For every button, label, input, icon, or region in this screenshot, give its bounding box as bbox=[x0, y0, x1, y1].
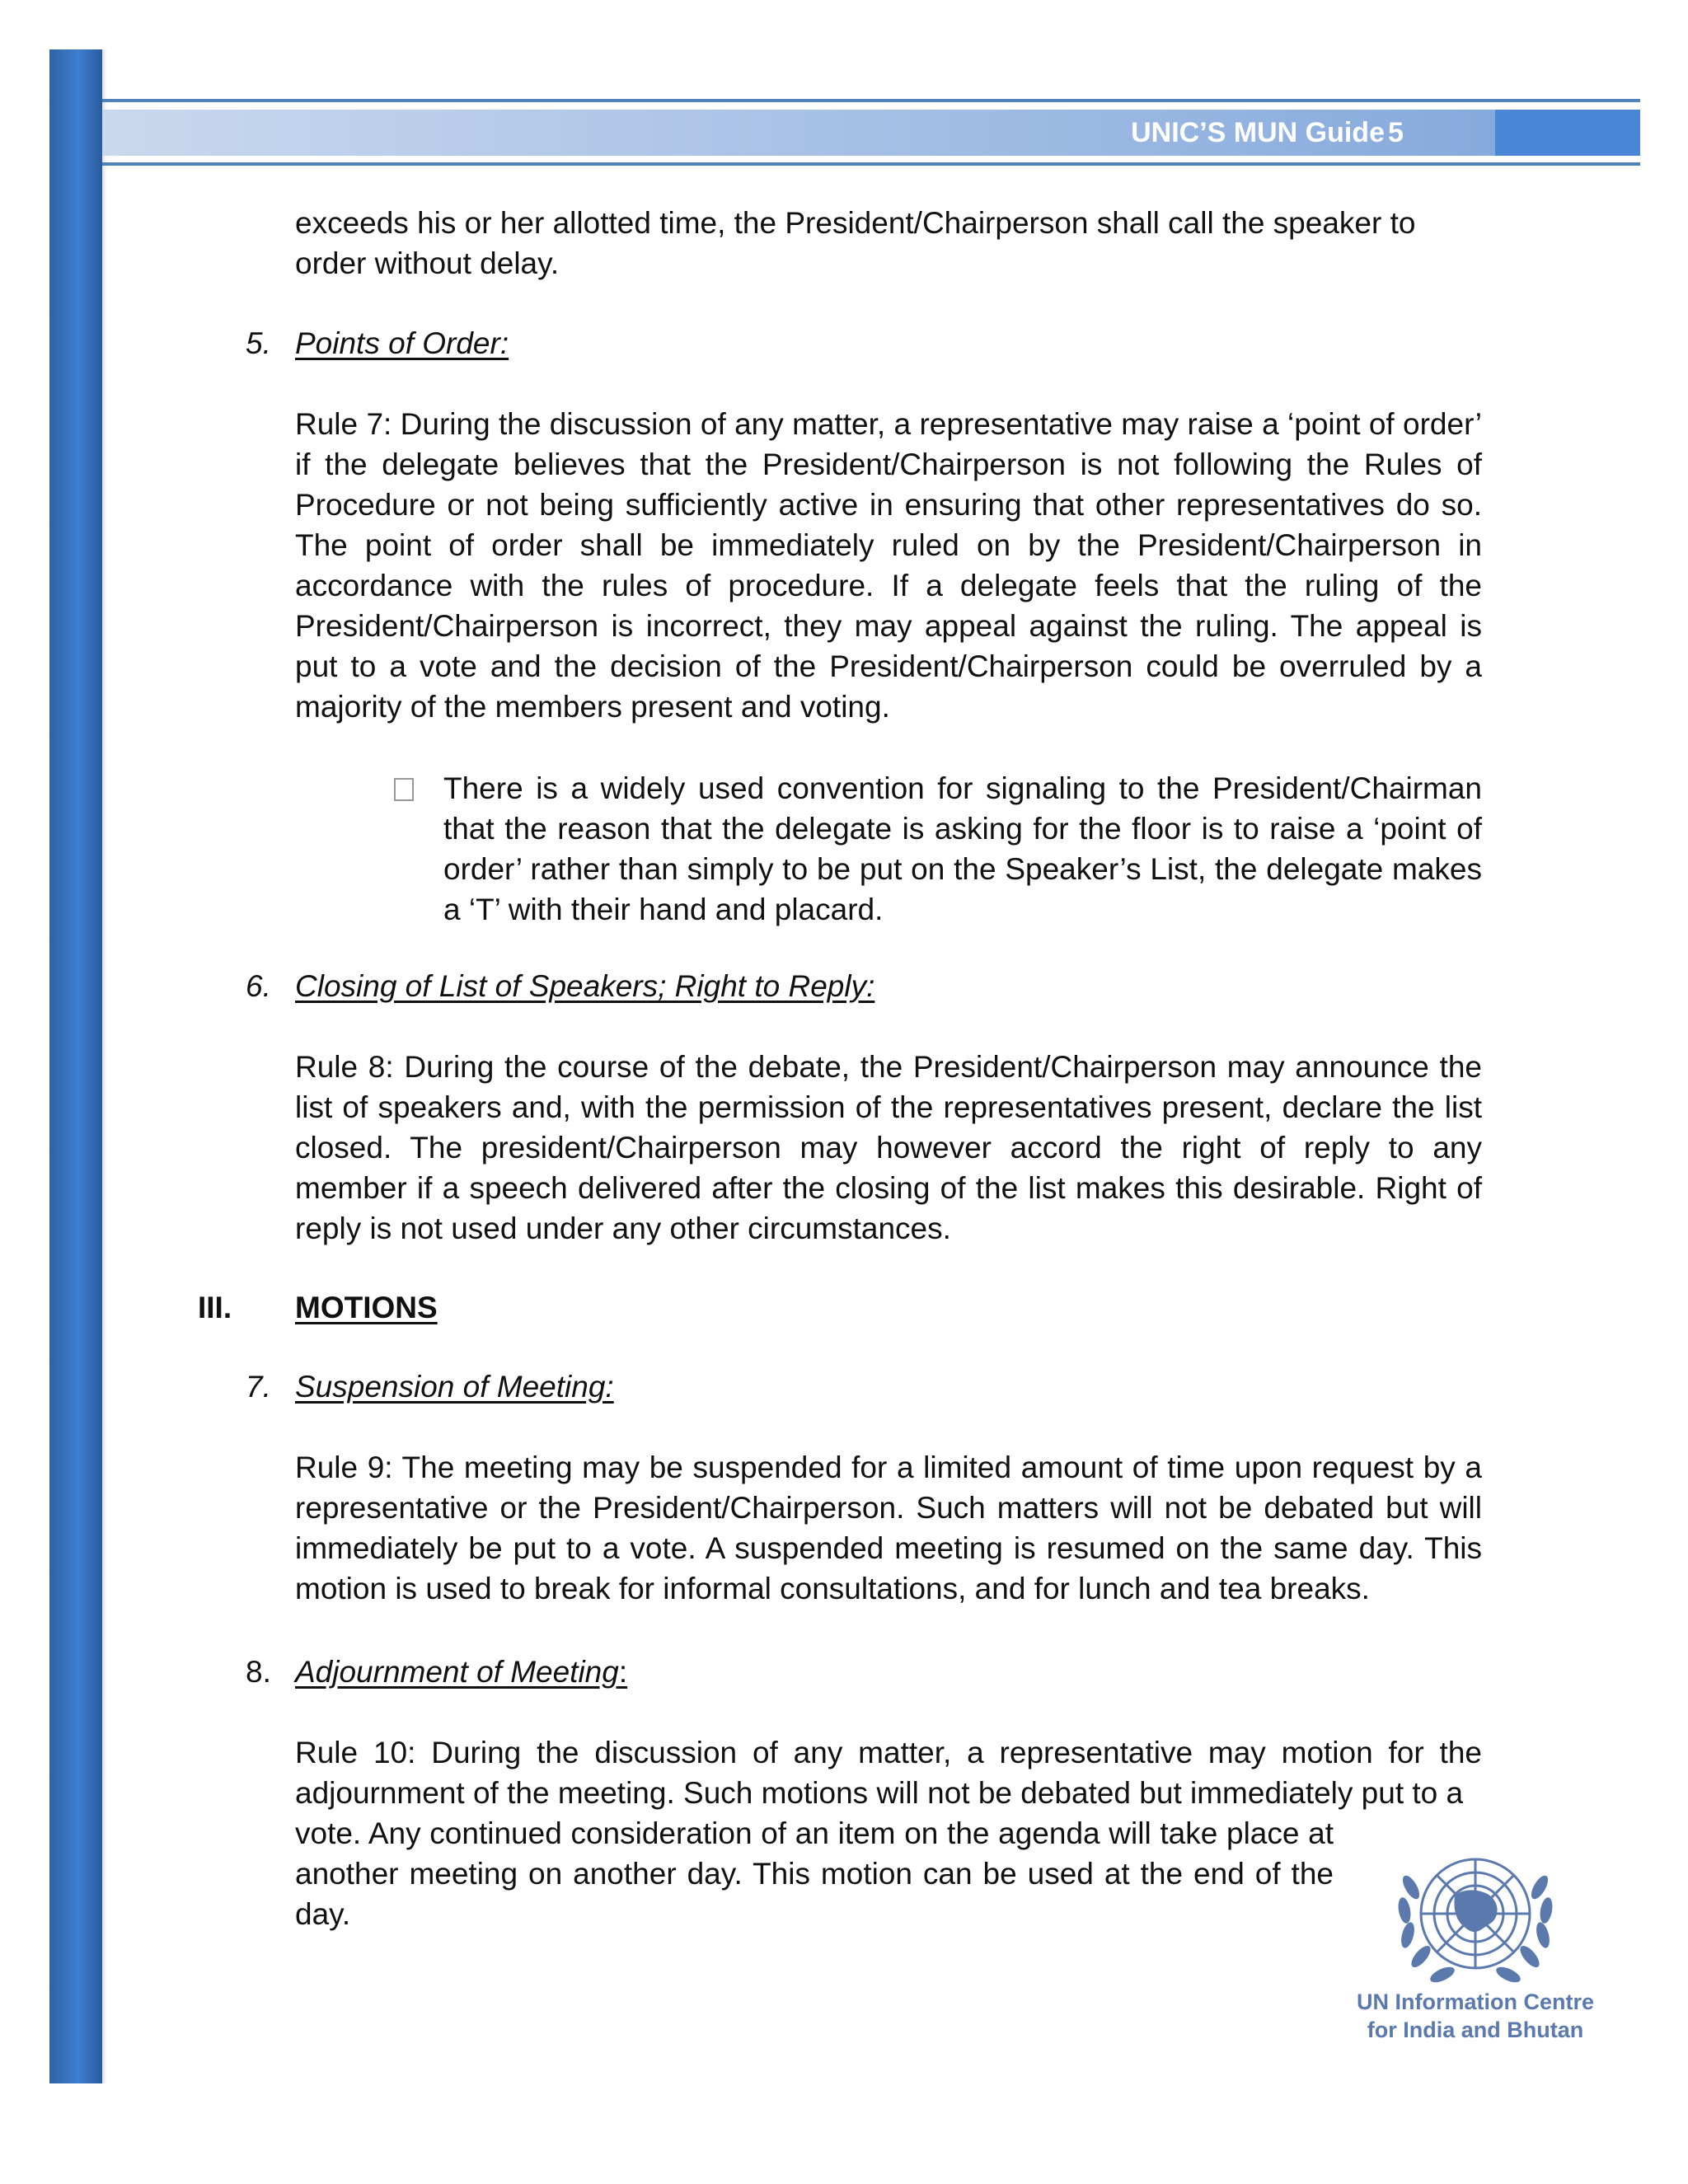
item-7-number: 7. bbox=[246, 1370, 271, 1404]
document-title: UNIC’S MUN Guide bbox=[1131, 117, 1385, 148]
item-6-heading: Closing of List of Speakers; Right to Reply: bbox=[295, 969, 875, 1003]
bullet-box-icon bbox=[394, 778, 414, 801]
sidebar-accent-bar bbox=[49, 49, 102, 2083]
rule-10-text-part2: vote. Any continued consideration of an item on the agenda will take place at another meeting on another day. This motion can be used at the end of the day. bbox=[295, 1816, 1334, 1931]
item-8-heading: Adjournment of Meeting bbox=[295, 1655, 619, 1689]
intro-continuation-text: exceeds his or her allotted time, the President/Chairperson shall call the speaker to order without delay. bbox=[295, 206, 1416, 280]
logo-caption-line1: UN Information Centre bbox=[1356, 1990, 1594, 2014]
item-5-heading: Points of Order: bbox=[295, 326, 509, 360]
bullet-text: There is a widely used convention for signaling to the President/Chairman that the reason that the delegate is asking for the floor is to raise a ‘point of order’ rather than simply to be put on the Speaker’s List, the delegate makes a ‘T’ with their hand and placard. bbox=[443, 771, 1482, 926]
rule-10-text-part1: Rule 10: During the discussion of any matter, a representative may motion for the adjournment of the meeting. Such motions will not be debated but immediately put to a bbox=[295, 1736, 1482, 1810]
item-8-number: 8. bbox=[246, 1655, 271, 1689]
rule-8-text: Rule 8: During the course of the debate, the President/Chairperson may announce the list of speakers and, with the permission of the representatives present, declare the list closed. The president/Chairperson may however accord the right of reply to any member if a speech delivered after the closing of the list makes this desirable. Right of reply is not used under any other circumstances. bbox=[295, 1050, 1482, 1245]
rule-7-text: Rule 7: During the discussion of any matter, a representative may raise a ‘point of order’ if the delegate believes that the President/Chairperson is not following the Rules of Procedure or not being sufficiently active in ensuring that other representatives do so. The point of order shall be immediately ruled on by the President/Chairperson in accordance with the rules of procedure. If a delegate feels that the ruling of the President/Chairperson is incorrect, they may appeal against the ruling. The appeal is put to a vote and the decision of the President/Chairperson could be overruled by a majority of the members present and voting. bbox=[295, 407, 1482, 724]
item-8-heading-wrap bbox=[295, 1652, 627, 1692]
section-3-numeral: III. bbox=[198, 1291, 232, 1324]
rule-9-text: Rule 9: The meeting may be suspended for a limited amount of time upon request by a representative or the President/Chairperson. Such matters will not be debated but will immediately be put to a vote. A suspended meeting is resumed on the same day. This motion is used to break for informal consultations, and for lunch and tea breaks. bbox=[295, 1451, 1482, 1605]
item-5-number: 5. bbox=[246, 326, 271, 360]
item-7-heading: Suspension of Meeting: bbox=[295, 1370, 614, 1404]
section-3-heading: MOTIONS bbox=[295, 1291, 438, 1324]
item-8-colon: : bbox=[618, 1655, 628, 1689]
header-band bbox=[102, 110, 1640, 156]
header-rule-bottom bbox=[102, 162, 1640, 166]
header-rule-top bbox=[102, 99, 1640, 102]
logo-caption-line2: for India and Bhutan bbox=[1367, 2018, 1584, 2042]
page-number: 5 bbox=[1388, 117, 1404, 148]
item-6-number: 6. bbox=[246, 969, 271, 1003]
un-emblem-icon bbox=[1376, 1838, 1574, 2003]
page-number-box bbox=[1495, 110, 1640, 156]
